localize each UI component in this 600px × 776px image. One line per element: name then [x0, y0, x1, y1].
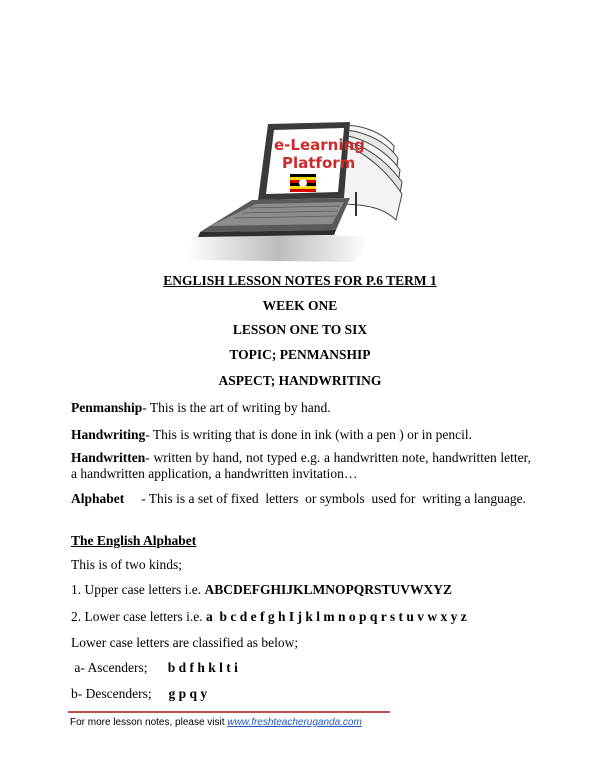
week-heading: WEEK ONE — [262, 298, 338, 313]
definition-text: - This is writing that is done in ink (with a pen ) or in pencil. — [145, 427, 472, 442]
definition-text: - This is a set of fixed letters or symbols used for writing a language. — [124, 491, 526, 506]
upper-case-letters: ABCDEFGHIJKLMNOPQRSTUVWXYZ — [204, 582, 452, 597]
aspect-heading: ASPECT; HANDWRITING — [218, 373, 382, 388]
ascenders-row — [71, 660, 531, 676]
alphabet-heading-row — [71, 533, 531, 549]
descenders-row — [71, 686, 531, 702]
definition-term: Penmanship — [71, 400, 143, 415]
definition-text: - written by hand, not typed e.g. a handwritten note, handwritten letter, a handwritten application, a handwritten invitation… — [71, 450, 531, 481]
definition-term: Handwritten — [71, 450, 146, 465]
upper-case-row — [71, 582, 531, 598]
e-learning-platform-logo — [180, 104, 420, 264]
notes-title: ENGLISH LESSON NOTES FOR P.6 TERM 1 — [163, 273, 437, 288]
lower-case-letters: a b c d e f g h I j k l m n o p q r s t u v w x y z — [205, 609, 467, 624]
alphabet-heading: The English Alphabet — [71, 533, 197, 548]
alphabet-intro: This is of two kinds; — [71, 557, 183, 572]
upper-case-label: 1. Upper case letters i.e. — [71, 582, 202, 597]
descenders-label: b- Descenders; — [71, 686, 152, 701]
definition-handwritten — [71, 450, 531, 482]
lower-case-row — [71, 609, 531, 625]
footer-website-link[interactable]: www.freshteacheruganda.com — [227, 717, 362, 728]
lesson-heading: LESSON ONE TO SIX — [232, 322, 368, 337]
footer — [70, 717, 362, 729]
descenders-letters: g p q y — [168, 686, 208, 701]
lower-case-classified: Lower case letters are classified as below; — [71, 635, 299, 650]
definition-term: Alphabet — [71, 491, 125, 506]
definition-term: Handwriting — [71, 427, 146, 442]
definition-alphabet — [71, 491, 531, 507]
ascenders-label: a- Ascenders; — [71, 660, 148, 675]
definition-handwriting — [71, 427, 531, 443]
topic-heading: TOPIC; PENMANSHIP — [229, 347, 371, 362]
logo-text-line1: e-Learning — [274, 136, 365, 154]
logo-shadow — [186, 236, 370, 262]
definition-text: - This is the art of writing by hand. — [142, 400, 331, 415]
footer-rule — [68, 711, 390, 713]
uganda-flag-icon — [290, 174, 316, 192]
lower-case-label: 2. Lower case letters i.e. — [71, 609, 203, 624]
definition-penmanship — [71, 400, 531, 416]
footer-text: For more lesson notes, please visit — [70, 717, 228, 728]
logo-text-line2: Platform — [282, 154, 356, 172]
ascenders-letters: b d f h k l t i — [167, 660, 238, 675]
